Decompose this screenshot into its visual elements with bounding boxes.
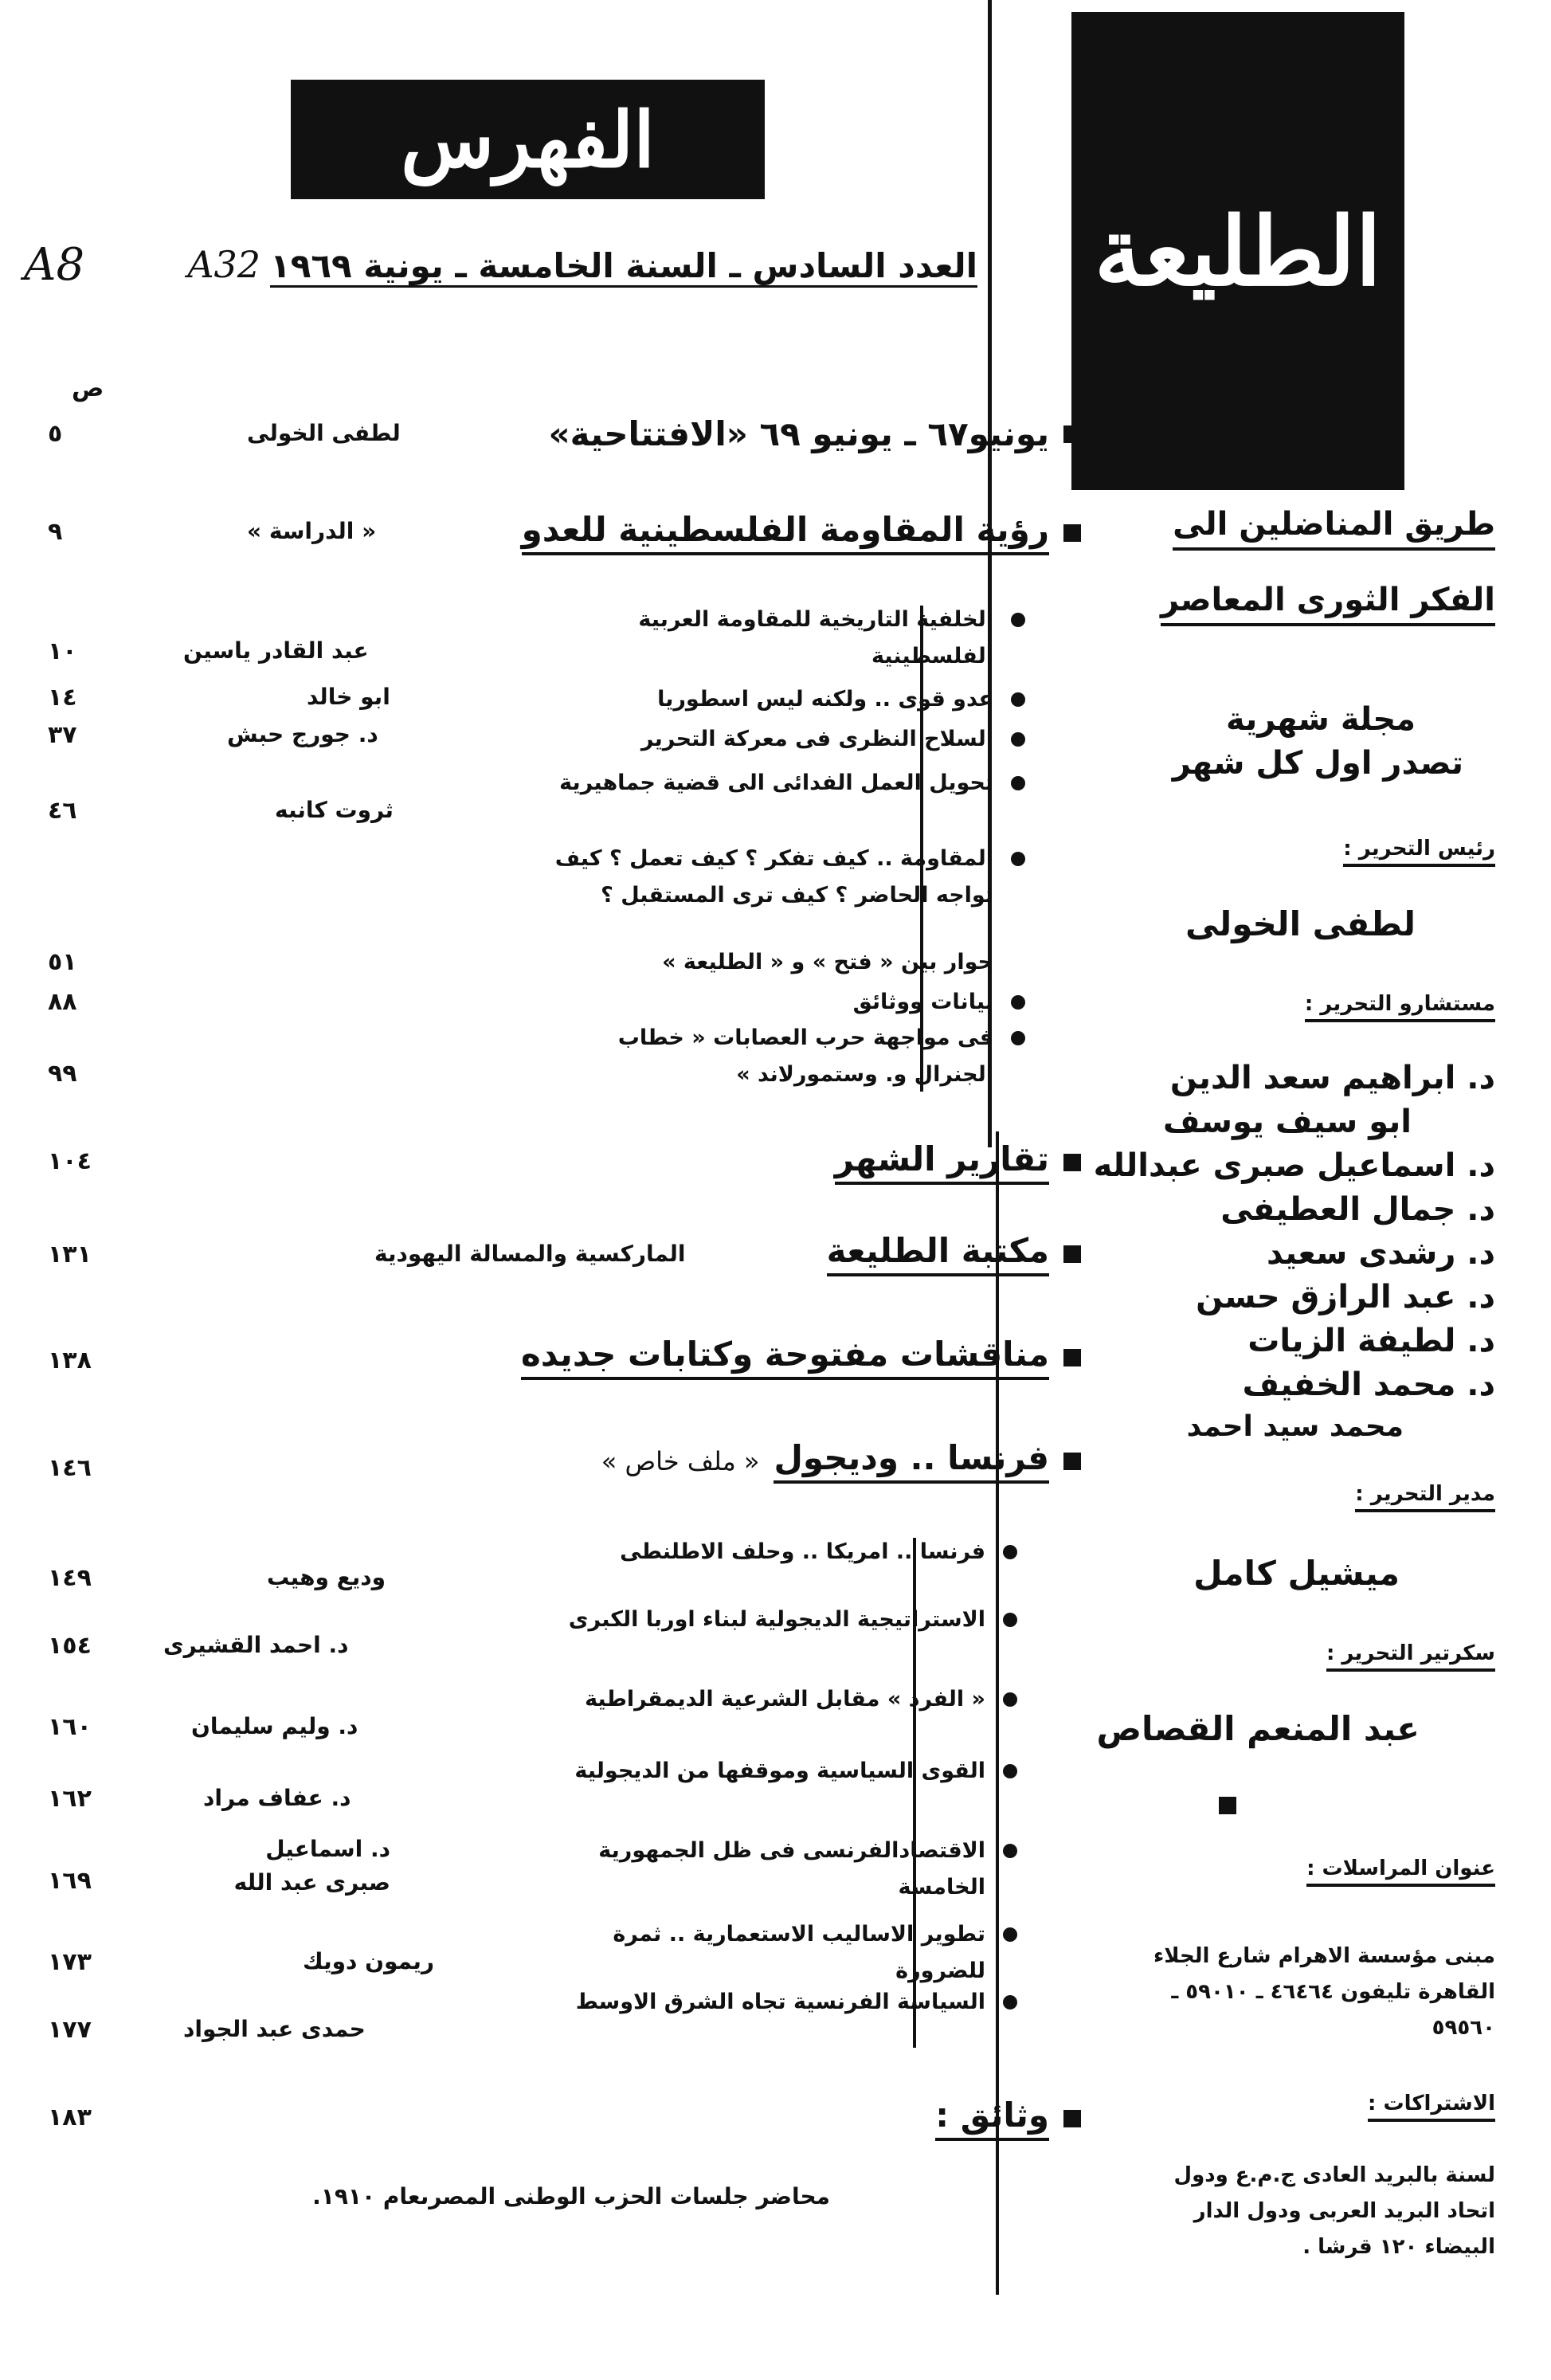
advisors-label: مستشارو التحرير : <box>1305 992 1495 1022</box>
toc-item <box>547 681 993 718</box>
toc-page: ٨٨ <box>48 988 77 1016</box>
toc-section-library <box>827 1231 1081 1276</box>
section-title: فرنسا .. وديجول <box>774 1438 1049 1484</box>
advisor-3: د. جمال العطيفى <box>1220 1191 1495 1228</box>
toc-page: ١٦٢ <box>48 1785 92 1813</box>
toc-page: ١٤٩ <box>48 1564 92 1592</box>
item-text: فرنسا .. امريكا .. وحلف الاطلنطى <box>620 1539 985 1564</box>
toc-page: ٤٦ <box>48 797 77 825</box>
secretary-name: عبد المنعم القصاص <box>1096 1709 1420 1748</box>
managing-editor-label: مدير التحرير : <box>1355 1482 1495 1512</box>
advisor-0: د. ابراهيم سعد الدين <box>1169 1060 1495 1096</box>
advisor-2: د. اسماعيل صبرى عبدالله <box>1093 1147 1495 1184</box>
documents-line: محاضر جلسات الحزب الوطنى المصرىعام ١٩١٠. <box>312 2183 830 2209</box>
monthly-line-2: تصدر اول كل شهر <box>1172 745 1463 782</box>
toc-page: ١٧٧ <box>48 2016 92 2044</box>
address-label: عنوان المراسلات : <box>1306 1857 1495 1887</box>
toc-item <box>547 984 993 1021</box>
item-text: بيانات ووثائق <box>852 990 993 1014</box>
toc-page: ٩ <box>48 518 63 546</box>
toc-item <box>547 602 993 675</box>
toc-item <box>547 1020 993 1093</box>
item-text: فى مواجهة حرب العصابات « خطاب الجنرال و. وستمورلاند » <box>617 1025 993 1087</box>
section-bullet <box>1063 2110 1081 2127</box>
item-bullet <box>1011 1031 1025 1045</box>
advisor-4: د. رشدى سعيد <box>1266 1235 1495 1272</box>
toc-page: ١٣١ <box>48 1241 92 1268</box>
toc-author: ابو خالد <box>307 684 390 710</box>
toc-item <box>539 1534 985 1570</box>
toc-page: ١٤ <box>48 684 77 712</box>
masthead-logo-text: الطليعة <box>1094 195 1382 307</box>
item-bullet <box>1011 995 1025 1010</box>
toc-section-palestinian-resistance <box>522 510 1081 555</box>
item-bullet <box>1003 1613 1017 1627</box>
handwritten-page-mark: A8 <box>24 239 85 291</box>
address-line-1: مبنى مؤسسة الاهرام شارع الجلاء <box>1153 1944 1495 1968</box>
toc-section-documents <box>935 2096 1081 2141</box>
toc-page: ١٦٠ <box>48 1713 92 1741</box>
toc-author: لطفى الخولى <box>247 420 401 446</box>
section-bullet <box>1063 1349 1081 1366</box>
item-text: « الفرد » مقابل الشرعية الديمقراطية <box>585 1687 985 1711</box>
chief-editor-label: رئيس التحرير : <box>1343 837 1495 867</box>
item-bullet <box>1011 852 1025 866</box>
toc-page: ١٤٦ <box>48 1454 92 1482</box>
toc-section-france-de-gaulle <box>601 1438 1081 1484</box>
item-text: السلاح النظرى فى معركة التحرير <box>640 727 993 751</box>
handwritten-code: A32 <box>187 243 261 286</box>
toc-author: وديع وهيب <box>267 1564 386 1590</box>
item-bullet <box>1003 1927 1017 1942</box>
toc-item <box>539 1833 985 1906</box>
toc-author: ثروت كانبه <box>275 797 394 823</box>
toc-section-open-discussions <box>521 1335 1081 1380</box>
advisor-1: ابو سيف يوسف <box>1162 1104 1412 1140</box>
advisor-5: د. عبد الرازق حسن <box>1196 1279 1495 1315</box>
section-title: مكتبة الطليعة <box>827 1231 1049 1276</box>
index-title: الفهرس <box>401 94 655 185</box>
advisor-6: د. لطيفة الزيات <box>1247 1323 1495 1359</box>
toc-page: ١٥٤ <box>48 1632 92 1660</box>
toc-author: د. احمد القشيرى <box>163 1632 349 1658</box>
item-bullet <box>1011 732 1025 747</box>
item-bullet <box>1011 692 1025 707</box>
section-title: تقارير الشهر <box>835 1139 1049 1185</box>
subscriptions-line-2: اتحاد البريد العربى ودول الدار <box>1193 2199 1495 2223</box>
toc-item <box>539 1753 985 1790</box>
toc-page: ١٧٣ <box>48 1948 92 1976</box>
toc-author: ريمون دويك <box>303 1948 434 1974</box>
chief-editor-name: لطفى الخولى <box>1185 904 1416 943</box>
toc-item <box>539 1602 985 1638</box>
section-title: يونيو٦٧ ـ يونيو ٦٩ «الافتتاحية» <box>548 414 1049 453</box>
toc-page: ٣٧ <box>48 721 77 749</box>
item-bullet <box>1003 1764 1017 1778</box>
issue-line <box>187 243 977 288</box>
toc-page: ١٨٣ <box>48 2104 92 2131</box>
toc-item <box>547 944 993 981</box>
section-bullet <box>1063 524 1081 542</box>
subscriptions-line-3: البيضاء ١٢٠ قرشا . <box>1302 2235 1495 2259</box>
subscriptions-label: الاشتراكات : <box>1368 2092 1495 2122</box>
issue-line-text: العدد السادس ـ السنة الخامسة ـ يونية ١٩٦٩ <box>270 246 977 288</box>
item-bullet <box>1003 1844 1017 1858</box>
item-text: تطوير الاساليب الاستعمارية .. ثمرة للضرورة <box>613 1922 985 1983</box>
toc-author: د. عفاف مراد <box>203 1785 351 1811</box>
advisor-7: د. محمد الخفيف <box>1242 1366 1495 1403</box>
item-text: الاقتصادالفرنسى فى ظل الجمهورية الخامسة <box>598 1838 985 1900</box>
page-column-label: ص <box>72 374 104 402</box>
section-bullet <box>1063 1453 1081 1470</box>
toc-page: ١٦٩ <box>48 1867 92 1895</box>
toc-author: د. وليم سليمان <box>191 1713 358 1739</box>
section-title: وثائق : <box>935 2096 1049 2141</box>
toc-author: حمدى عبد الجواد <box>183 2016 366 2042</box>
item-bullet <box>1003 1692 1017 1707</box>
toc-item <box>547 841 993 914</box>
toc-page: ١٠ <box>48 637 77 665</box>
section-bullet <box>1063 1154 1081 1171</box>
item-text: تحويل العمل الفدائى الى قضية جماهيرية <box>559 770 993 795</box>
monthly-line-1: مجلة شهرية <box>1225 701 1416 738</box>
toc-author: عبد القادر ياسين <box>183 637 369 664</box>
toc-note: « الدراسة » <box>247 518 377 544</box>
masthead-logo <box>1071 12 1404 490</box>
item-bullet <box>1011 776 1025 790</box>
section-note: « ملف خاص » <box>601 1445 760 1476</box>
item-text: حوار بين « فتح » و « الطليعة » <box>662 950 993 974</box>
secretary-label: سكرتير التحرير : <box>1326 1641 1495 1672</box>
toc-page: ١٠٤ <box>48 1147 92 1175</box>
item-text: الخلفية التاريخية للمقاومة العربية الفلسطينية <box>638 607 993 669</box>
toc-note: الماركسية والمسالة اليهودية <box>374 1241 686 1267</box>
advisor-8: محمد سيد احمد <box>1186 1410 1404 1443</box>
separator-square <box>1219 1797 1236 1814</box>
toc-item <box>539 1916 985 1990</box>
item-text: السياسة الفرنسية تجاه الشرق الاوسط <box>575 1990 985 2014</box>
toc-page: ٩٩ <box>48 1060 77 1088</box>
toc-item <box>547 721 993 758</box>
toc-item <box>539 1984 985 2021</box>
item-bullet <box>1011 613 1025 627</box>
address-line-2: القاهرة تليفون ٤٦٤٦٤ ـ ٥٩٠١٠ ـ <box>1171 1980 1495 2004</box>
toc-item <box>539 1681 985 1718</box>
toc-author: د. جورج حبش <box>227 721 378 747</box>
item-text: القوى السياسية وموقفها من الديجولية <box>574 1759 985 1783</box>
address-line-3: ٥٩٥٦٠ <box>1432 2016 1495 2040</box>
toc-section-monthly-reports <box>835 1139 1081 1185</box>
subscriptions-line-1: لسنة بالبريد العادى ج.م.ع ودول <box>1173 2163 1495 2187</box>
toc-author: د. اسماعيل صبرى عبد الله <box>233 1836 390 1896</box>
tagline-2: الفكر الثورى المعاصر <box>1161 582 1495 626</box>
section-title: مناقشات مفتوحة وكتابات جديده <box>521 1335 1049 1380</box>
toc-page: ٥١ <box>48 948 77 976</box>
item-text: المقاومة .. كيف تفكر ؟ كيف تعمل ؟ كيف تواجه الحاضر ؟ كيف ترى المستقبل ؟ <box>554 846 993 908</box>
section-bullet <box>1063 1245 1081 1263</box>
managing-editor-name: ميشيل كامل <box>1193 1554 1400 1593</box>
toc-item <box>547 765 993 802</box>
index-title-banner <box>291 80 765 199</box>
toc-page: ٥ <box>48 420 63 448</box>
item-bullet <box>1003 1995 1017 2009</box>
section-title: رؤية المقاومة الفلسطينية للعدو <box>522 510 1049 555</box>
toc-page: ١٣٨ <box>48 1347 92 1374</box>
item-bullet <box>1003 1545 1017 1559</box>
section-bullet <box>1063 425 1081 443</box>
toc-section-editorial <box>548 414 1081 453</box>
item-text: الاستراتيجية الديجولية لبناء اوربا الكبرى <box>568 1607 985 1632</box>
tagline-1: طريق المناضلين الى <box>1173 506 1495 551</box>
item-text: عدو قوى .. ولكنه ليس اسطوريا <box>657 687 993 712</box>
